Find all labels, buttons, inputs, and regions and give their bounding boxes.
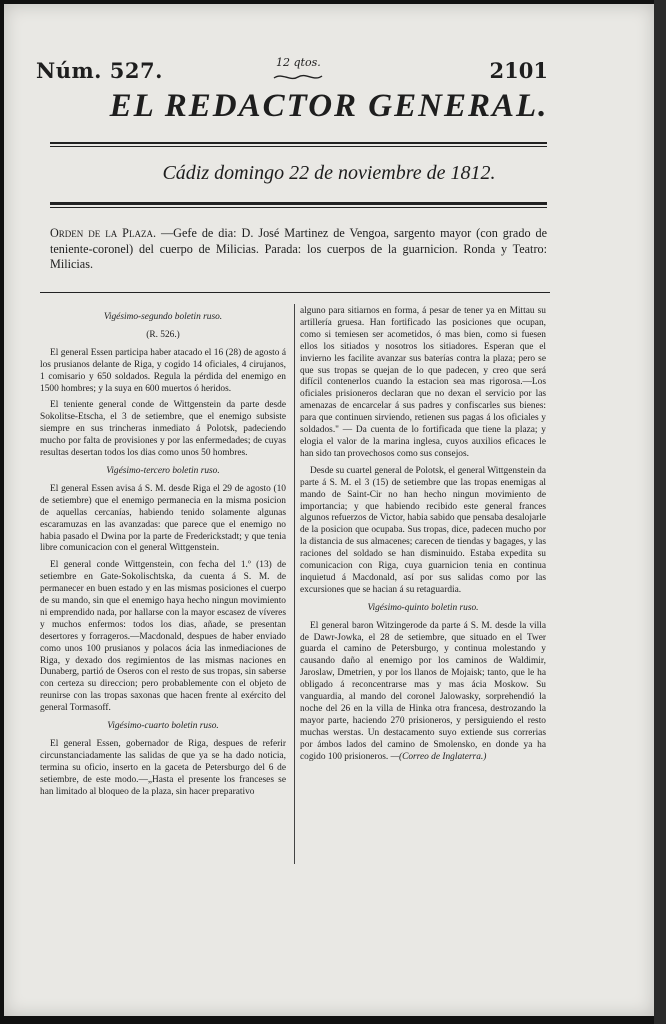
bulletin-heading-24: Vigésimo-cuarto boletin ruso. (107, 721, 219, 732)
paragraph: El general Essen, gobernador de Riga, despues de referir circunstanciadamente las salidas de que ya se ha dado noticia, termina su oficio, inserto en la gaceta de Petersburgo del 6 de setiembre, de este modo.—„Hasta el presente los franceses se han limitado al bloqueo de la plaza, sin hacer preparativo (40, 739, 286, 797)
left-column (40, 306, 286, 804)
right-column (300, 306, 546, 769)
column-divider (294, 304, 295, 864)
bulletin-heading-23: Vigésimo-tercero boletin ruso. (106, 465, 220, 476)
paragraph: El general conde Wittgenstein, con fecha del 1.º (13) de setiembre en Gate-Sokolischtska, da cuenta á S. M. de permanecer en buen estado y en las mismas posiciones el cuerpo de su mando, sin que el enemigo haya hecho ningun movimiento ni emprendido nada, por hallarse con la mayor escasez de víveres y muchos enfermos: todos los dias, añade, se presentan desertores y forrageros.—Macdonald, despues de haber enviado como unos 100 prusianos y polacos ácia las inmediaciones de Riga, y dexado dos regimientos de las mismas naciones en Dunaberg, partió de Oseros con el resto de sus tropas, sin saberse con certeza su direccion; pero probablemente con el objeto de reunirse con las tropas saxonas que hacen frente al exército del general Tormasoff. (40, 560, 286, 714)
title-rule-thick (50, 142, 547, 144)
page-number: 2101 (489, 58, 548, 83)
price: 12 qtos. (276, 56, 321, 69)
title-rule-thin (50, 146, 547, 147)
newspaper-page (4, 4, 654, 1016)
bulletin-heading-25: Vigésimo-quinto boletin ruso. (367, 602, 479, 613)
paragraph: El general Essen avisa á S. M. desde Riga el 29 de agosto (10 de setiembre) que el enemigo permanecia en la misma posicion de aquellas cercanías, habiendo tenido solamente algunas escaramuzas en las avanzadas: que parece que el enemigo no habia pasado el Dwina por la parte de Frederickstadt; y que tenia libre comunicacion con el general Wittgenstein. (40, 483, 286, 554)
date-rule-thin (50, 207, 547, 208)
scan-edge (654, 0, 666, 1024)
masthead-top-line (4, 56, 654, 86)
orden-text: —Gefe de dia: D. José Martinez de Vengoa, sargento mayor (con grado de teniente-coronel) del cuerpo de Milicias. Parada: los cuerpos de la guarnicion. Ronda y Teatro: Milicias. (50, 226, 547, 271)
dateline: Cádiz domingo 22 de noviembre de 1812. (162, 162, 496, 184)
bulletin-reference: (R. 526.) (146, 329, 180, 340)
paragraph-text: El general baron Witzingerode da parte á S. M. desde la villa de Dawr-Jowka, el 28 de setiembre, que situado en el Twer guarda el camino de Petersburgo, y continua molestando y causando daño al enemigo por los caminos de Waldimir, Jaroslaw, Dmetrien, y por los llanos de Mojaisk; tanto, que le ha obligado á reconcentrarse mas y mas ácia Moskow. Su vanguardia, al mando del coronel Jalowasky, sorprehendió la noche del 26 en la villa de Hinka otra francesa, destrozando la mayor parte, haciendo 270 prisioneros, y persiguiendo el resto muchas werstas. Un destacamento suyo extiende sus correrias por ámbos lados del camino de Smolensko, en donde ya ha cogido 100 prisioneros. (300, 620, 546, 762)
section-rule (40, 292, 550, 293)
paragraph: El teniente general conde de Wittgenstein da parte desde Sokolitse-Etscha, el 3 de setiembre, que el enemigo subsiste siempre en sus trincheras inmediato á Polotsk, padeciendo mucho por falta de provisiones y por las enfermedades; de cuyas resultas desertan todos los dias como unos 50 hombres. (40, 400, 286, 459)
newspaper-title: EL REDACTOR GENERAL. (109, 88, 549, 124)
date-rule-thick (50, 202, 547, 205)
source-citation: —(Correo de Inglaterra.) (390, 751, 487, 762)
paragraph: El general Essen participa haber atacado el 16 (28) de agosto á los prusianos delante de Riga, y cogido 14 oficiales, 4 cirujanos, 1 comisario y 650 soldados. Regula la pérdida del enemigo en 1500 hombres; y la suya en 600 muertos ó heridos. (40, 347, 286, 394)
orden-de-la-plaza (50, 226, 547, 273)
paragraph: Desde su cuartel general de Polotsk, el general Wittgenstein da parte á S. M. el 3 (15) de setiembre que las tropas enemigas al mando de Saint-Cir no han hecho ningun movimiento de importancia; y que habiendo recibido este general frances algunos refuerzos de Victor, habia sabido que pensaba desalojarle de la posicion que ocupaba. Sus tropas, dice, padecen mucho por la distancia de sus almacenes; carecen de tiendas y bagages, y las raciones del soldado se han disminuido. Estaba expedita su comunicacion con Riga, cuya guarnicion tenia en continua inquietud á Macdonald, así por sus salidas como por las excursiones que se hacian á su retaguardia. (300, 465, 546, 595)
flourish-ornament (272, 72, 324, 82)
paragraph: alguno para sitiarnos en forma, á pesar de tener ya en Mittau su artillería gruesa. Han fortificado las posiciones que ocupan, como si temiesen ser acometidos, ó mas bien, como si fuesen ellos los sitiados y nosotros los sitiadores. Esperan que el invierno les facilite avanzar sus baterías contra la plaza; pero se que sus tropas se quejan de lo que padecen, y creo que será difícil contenerlos cuando la estacion sea mas rigorosa.—Los oficiales prisioneros declaran que no dexan el servicio por las amenazas de encarcelar á sus padres y confiscarles sus bienes: para que continuen sirviendo, retienen sus pagas á los oficiales y soldados." — Da cuenta de lo fortificada que tiene la plaza; y elogia el valor de la marina inglesa, cuyos auxilios eficaces le han sido tan provechosos como sus consejos. (300, 306, 546, 459)
issue-number: Núm. 527. (36, 58, 163, 83)
bulletin-heading-22: Vigésimo-segundo boletin ruso. (103, 312, 223, 322)
paragraph (300, 621, 546, 764)
orden-label: Orden de la Plaza. (50, 226, 157, 240)
